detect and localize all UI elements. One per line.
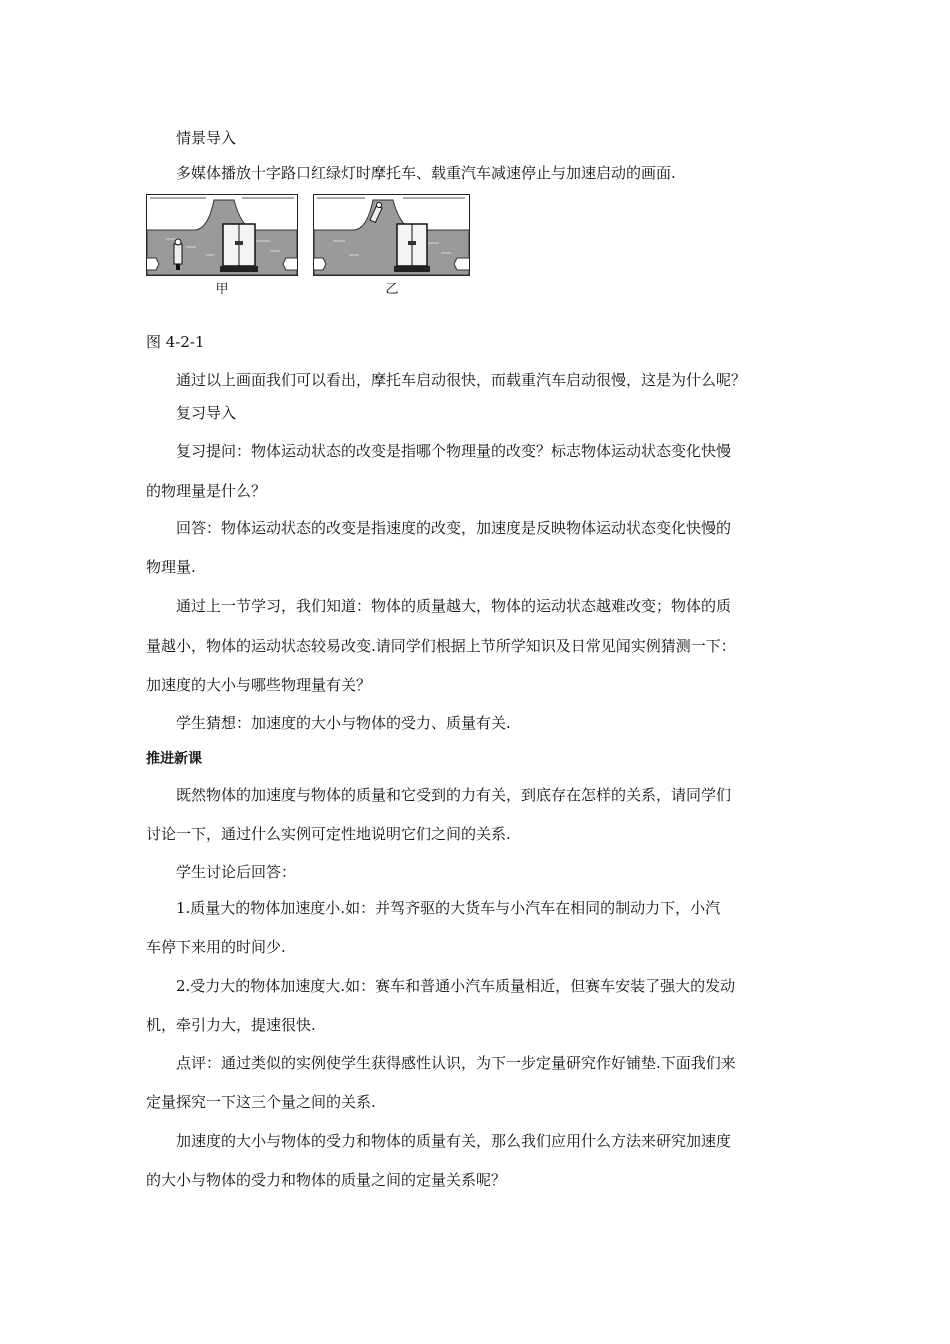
comment-line1: 点评：通过类似的实例使学生获得感性认识，为下一步定量研究作好铺垫.下面我们来: [176, 1054, 736, 1072]
review-answer-line2: 物理量.: [146, 558, 196, 576]
answer-2-line2: 机，牵引力大，提速很快.: [146, 1016, 316, 1034]
section-intro-title: 情景导入: [176, 129, 237, 147]
para-previous-line3: 加速度的大小与哪些物理量有关？: [146, 676, 372, 694]
truck-icon: [220, 224, 258, 272]
figure-panel-yi: [313, 194, 470, 276]
figure-panel-jia: [146, 194, 298, 276]
para-observe: 通过以上画面我们可以看出，摩托车启动很快，而载重汽车启动很慢，这是为什么呢？: [176, 371, 747, 389]
section-new-title: 推进新课: [146, 751, 202, 767]
para-previous-line2: 量越小，物体的运动状态较易改变.请同学们根据上节所学知识及日常见闻实例猜测一下：: [146, 637, 736, 655]
intro-text: 多媒体播放十字路口红绿灯时摩托车、载重汽车减速停止与加速启动的画面.: [176, 164, 676, 182]
para-method-line2: 的大小与物体的受力和物体的质量之间的定量关系呢？: [146, 1171, 507, 1189]
figure-label-jia: 甲: [215, 282, 229, 297]
section-review-title: 复习导入: [176, 404, 237, 422]
para-discuss-line1: 既然物体的加速度与物体的质量和它受到的力有关，到底存在怎样的关系，请同学们: [176, 786, 732, 804]
student-guess: 学生猜想：加速度的大小与物体的受力、质量有关.: [176, 714, 511, 732]
intersection-illustration-yi: [313, 194, 470, 276]
review-answer-line1: 回答：物体运动状态的改变是指速度的改变，加速度是反映物体运动状态变化快慢的: [176, 519, 732, 537]
answer-1-line1: 1.质量大的物体加速度小.如：并驾齐驱的大货车与小汽车在相同的制动力下，小汽: [176, 899, 721, 917]
review-question-line1: 复习提问：物体运动状态的改变是指哪个物理量的改变？标志物体运动状态变化快慢: [176, 442, 732, 460]
student-answer-intro: 学生讨论后回答：: [176, 863, 297, 881]
answer-1-line2: 车停下来用的时间少.: [146, 938, 286, 956]
answer-2-line1: 2.受力大的物体加速度大.如：赛车和普通小汽车质量相近，但赛车安装了强大的发动: [176, 977, 736, 995]
para-previous-line1: 通过上一节学习，我们知道：物体的质量越大，物体的运动状态越难改变；物体的质: [176, 597, 732, 615]
figure-label-yi: 乙: [385, 282, 399, 297]
para-method-line1: 加速度的大小与物体的受力和物体的质量有关，那么我们应用什么方法来研究加速度: [176, 1132, 732, 1150]
intersection-illustration-jia: [146, 194, 298, 276]
review-question-line2: 的物理量是什么？: [146, 482, 267, 500]
figure-caption: 图 4-2-1: [146, 333, 205, 351]
comment-line2: 定量探究一下这三个量之间的关系.: [146, 1093, 376, 1111]
para-discuss-line2: 讨论一下，通过什么实例可定性地说明它们之间的关系.: [146, 825, 511, 843]
truck-icon: [394, 224, 430, 272]
